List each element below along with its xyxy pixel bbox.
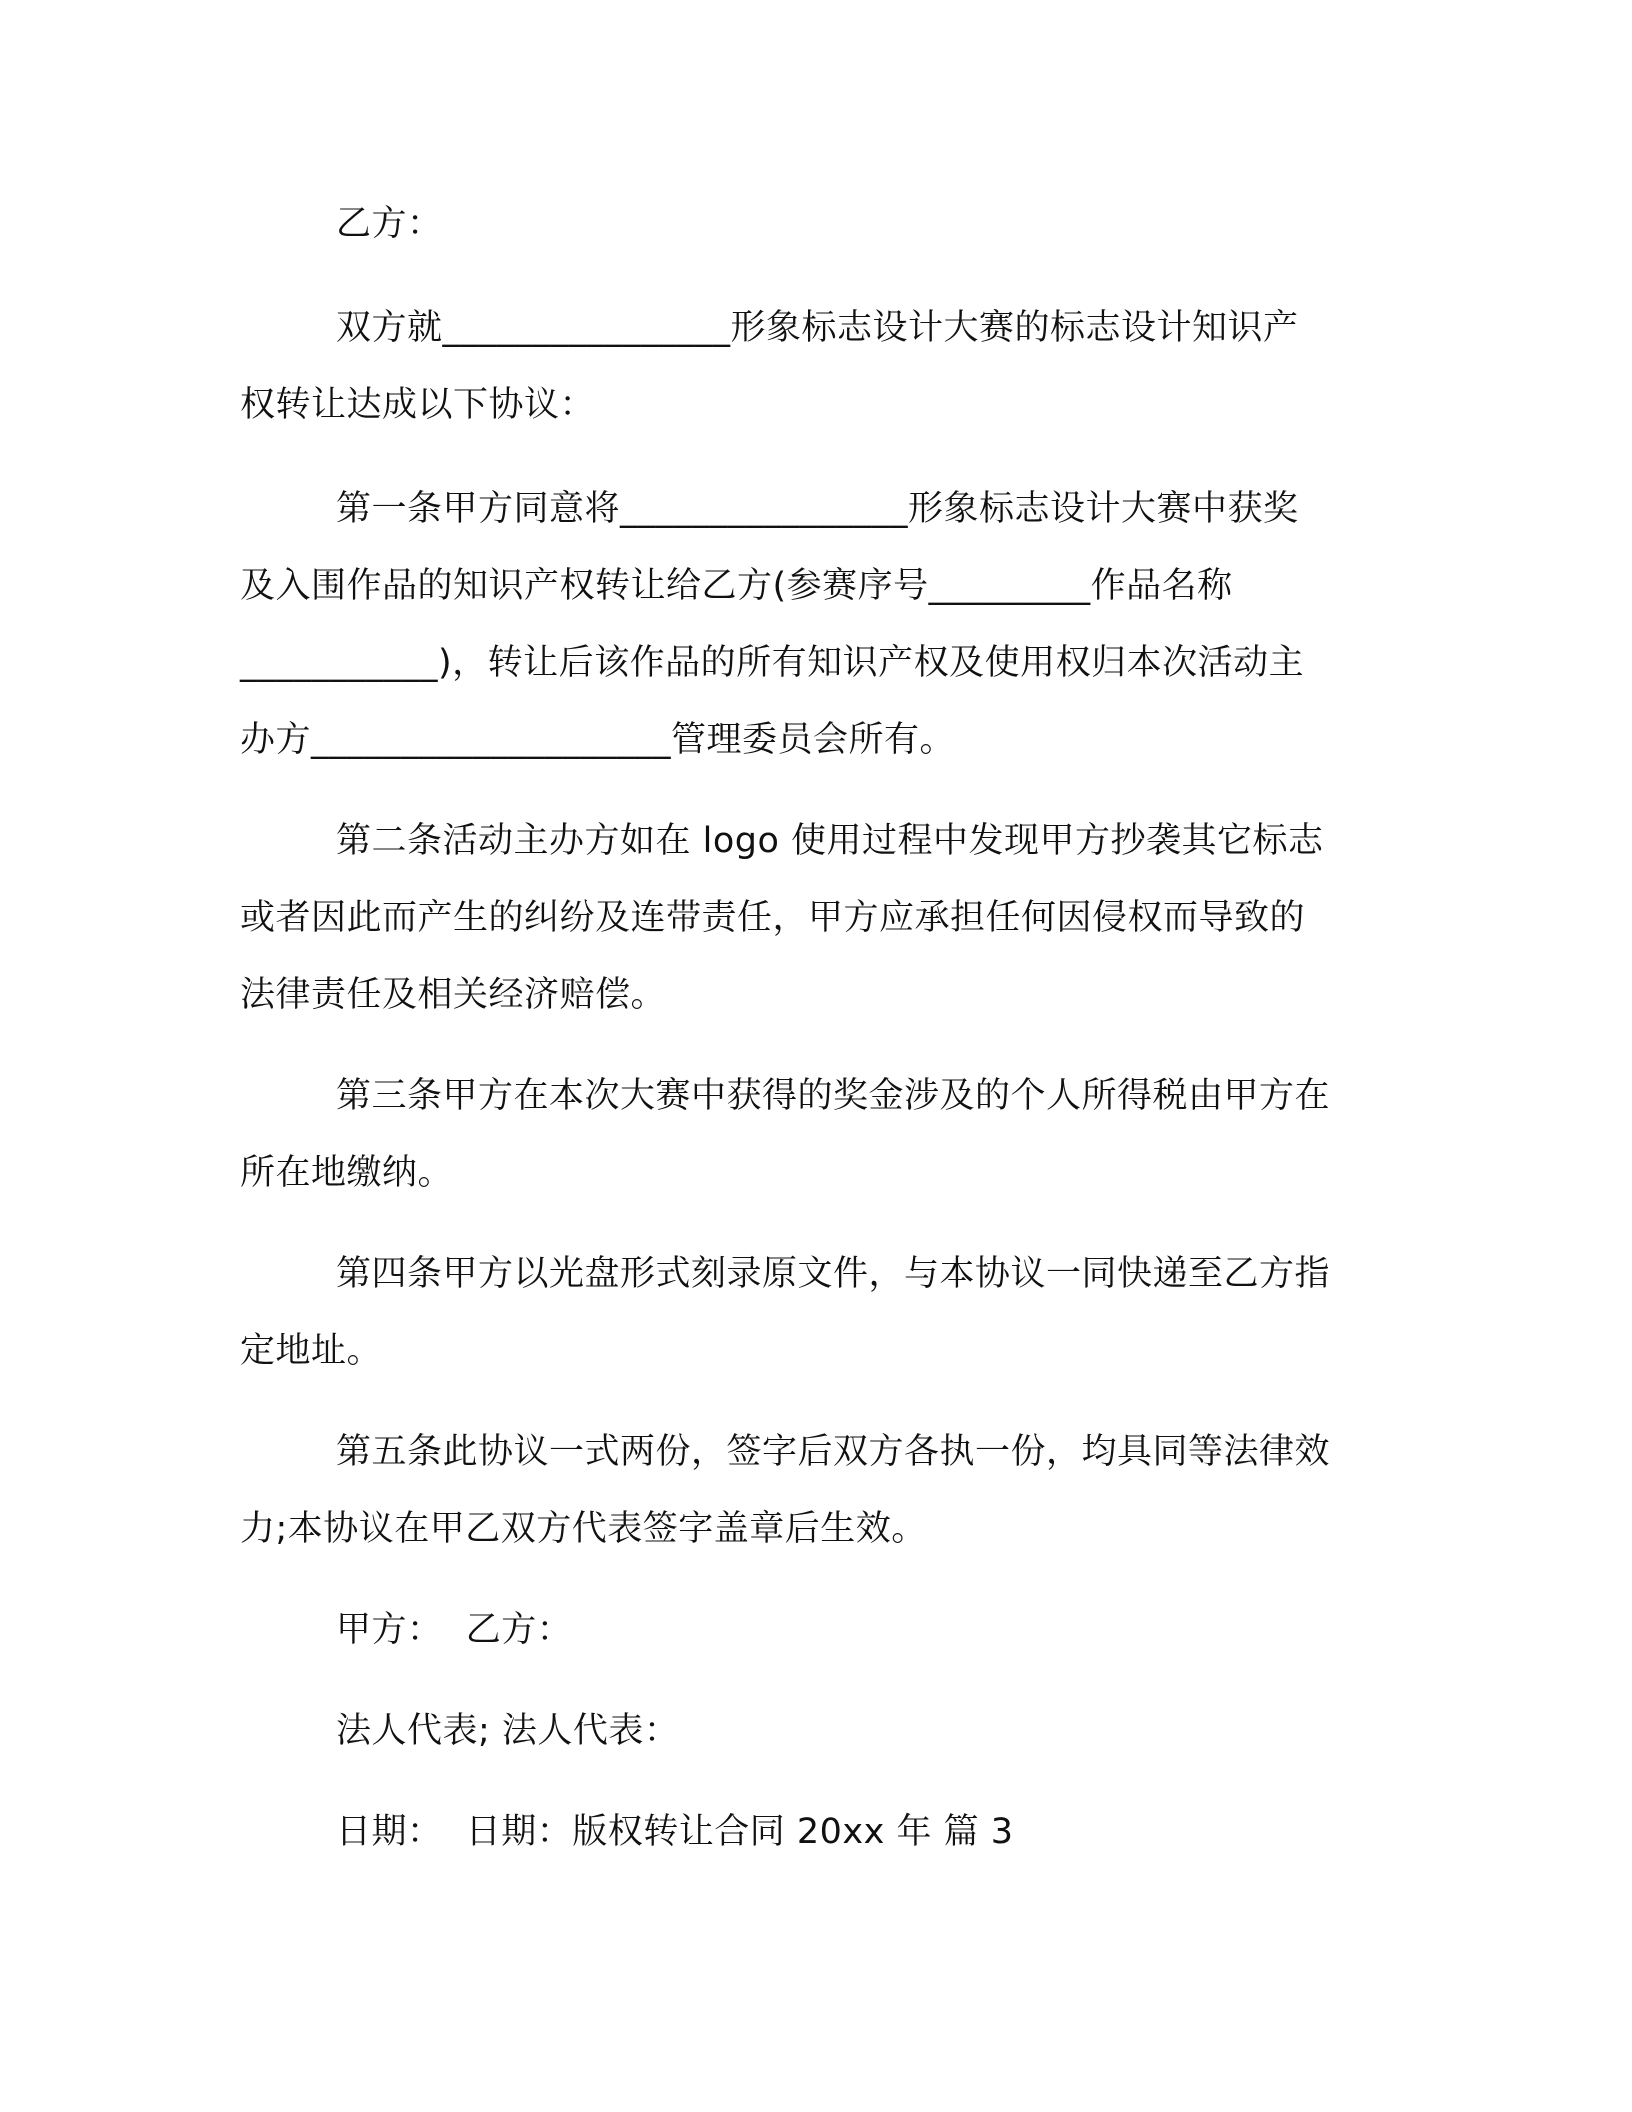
- paragraph-line: ___________)，转让后该作品的所有知识产权及使用权归本次活动主: [240, 643, 1305, 683]
- paragraph-line: 第四条甲方以光盘形式刻录原文件，与本协议一同快递至乙方指: [336, 1254, 1331, 1294]
- article-4-paragraph: [240, 1236, 1380, 1390]
- spacer: [240, 444, 1380, 471]
- signature-dates: 日期： 日期：版权转让合同 20xx 年 篇 3: [336, 1812, 1014, 1852]
- paragraph-line: 第一条甲方同意将________________形象标志设计大赛中获奖: [336, 489, 1299, 529]
- signature-representatives: 法人代表; 法人代表：: [336, 1711, 680, 1751]
- paragraph-line: 双方就________________形象标志设计大赛的标志设计知识产: [336, 308, 1299, 348]
- spacer: [240, 263, 1380, 290]
- article-2-paragraph: [240, 803, 1380, 1034]
- paragraph-line: 力;本协议在甲乙双方代表签字盖章后生效。: [240, 1509, 927, 1549]
- paragraph-line: 及入围作品的知识产权转让给乙方(参赛序号_________作品名称: [240, 566, 1233, 606]
- spacer: [240, 779, 1380, 803]
- paragraph-line: 或者因此而产生的纠纷及连带责任，甲方应承担任何因侵权而导致的: [240, 898, 1306, 938]
- article-5-paragraph: [240, 1414, 1380, 1568]
- paragraph-line: 法律责任及相关经济赔偿。: [240, 975, 667, 1015]
- spacer: [240, 1568, 1380, 1592]
- spacer: [240, 1034, 1380, 1058]
- article-3-paragraph: [240, 1058, 1380, 1212]
- intro-paragraph: [240, 290, 1380, 444]
- spacer: [240, 1390, 1380, 1414]
- paragraph-line: 办方____________________管理委员会所有。: [240, 720, 956, 760]
- spacer: [240, 1770, 1380, 1794]
- paragraph-line: 权转让达成以下协议：: [240, 385, 596, 425]
- spacer: [240, 1212, 1380, 1236]
- document-body: [240, 186, 1380, 1871]
- party-b-header: 乙方：: [336, 204, 443, 244]
- paragraph-line: 第二条活动主办方如在 logo 使用过程中发现甲方抄袭其它标志: [336, 821, 1324, 861]
- spacer: [240, 1669, 1380, 1693]
- signature-parties: 甲方： 乙方：: [336, 1610, 573, 1650]
- paragraph-line: 所在地缴纳。: [240, 1153, 454, 1193]
- paragraph-line: 定地址。: [240, 1331, 383, 1371]
- paragraph-line: 第三条甲方在本次大赛中获得的奖金涉及的个人所得税由甲方在: [336, 1076, 1331, 1116]
- article-1-paragraph: [240, 471, 1380, 779]
- paragraph-line: 第五条此协议一式两份，签字后双方各执一份，均具同等法律效: [336, 1432, 1331, 1472]
